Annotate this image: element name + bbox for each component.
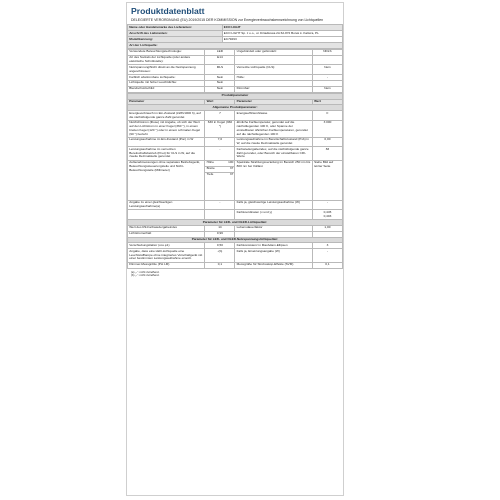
table-row	[128, 42, 343, 48]
param-label: Energieverbrauch im Ein-Zustand (kWh/1000 h), auf die nächstfolgende ganze Zahl gerundet	[128, 111, 205, 121]
param-value: 3	[312, 243, 342, 249]
height-label: Höhe	[206, 160, 214, 165]
param-label: Wert des R9-Farbwiedergabeindex	[128, 225, 205, 231]
param-label: Ungebündelt oder gebündelt:	[235, 49, 312, 55]
table-row	[128, 86, 343, 92]
table-row	[128, 160, 343, 166]
param-label: Angabe zu einer gleichwertigen Leistungsaufnahme(a)	[128, 200, 205, 210]
table-row	[128, 111, 343, 121]
table-row	[128, 120, 343, 137]
param-label: Verschiebungsfaktor (cos φ1)	[128, 243, 205, 249]
param-label: Angabe, dass eine LED-Lichtquelle eine Leuchtstofflampe ohne integriertes Vorschaltgerät mit einer bestimmten Leistungsaufnahme ersetzt.	[128, 249, 205, 262]
param-value: 630 in Kugel (360 °)	[205, 120, 235, 137]
table-row	[128, 200, 343, 210]
depth-label: Tiefe	[206, 172, 214, 177]
table-row	[128, 137, 343, 147]
param-value: Nein	[205, 80, 235, 86]
param-value: -	[205, 147, 235, 160]
footnotes	[131, 271, 339, 278]
spectrum-value: Siehe Bild auf letzter Seite	[312, 160, 342, 200]
param-value: 0,50	[205, 243, 235, 249]
param-label: Farbkoordinaten (x und y)	[235, 210, 312, 220]
net-section: Parameter für LED- und OLED-Netzspannungslichtquellen:	[128, 237, 343, 243]
table-row	[128, 262, 343, 268]
table-row	[128, 55, 343, 65]
param-label: Leistungsaufnahme im vernetzten Bereitschaftsbetrieb (Pnet) für CLS in W, auf die zweite Dezimalstelle gerundet	[128, 147, 205, 160]
dimension-depth	[205, 172, 235, 200]
param-value: MLS	[205, 65, 235, 75]
param-label: Netzspannung/Nicht direkt an die Netzspannung angeschlossen:	[128, 65, 205, 75]
param-label: Art des Sockels der Lichtquelle (oder andere elektrische Schnittstelle):	[128, 55, 205, 65]
param-label: Lichtstromerhalt	[128, 231, 205, 237]
param-label: Flimmer-Messgröße (Pst LM)	[128, 262, 205, 268]
param-value: E14	[205, 55, 235, 65]
param-value: 0,445 0,403	[312, 210, 342, 220]
param-label: Messgröße für Stroboskop-Effekte (SVM)	[235, 262, 312, 268]
product-data-sheet	[126, 2, 344, 496]
param-label: Hülle:	[235, 74, 312, 80]
param-label: Blendschutzschild:	[128, 86, 205, 92]
table-row	[128, 210, 343, 220]
param-value: F	[312, 111, 342, 121]
param-label: ähnliche Farbtemperatur, gerundet auf die nächstliegenden 100 K, oder Spanne der einstellbaren ähnlichen Farbtemperaturen, gerundet auf die nächstliegenden 100 K	[235, 120, 312, 137]
param-label: Farbkonsistenz in MacAdam-Ellipsen	[235, 243, 312, 249]
footnote-b: (b) „-“: nicht zutreffend.	[131, 272, 160, 277]
param-label	[235, 55, 312, 65]
supplier-address-label: Anschrift des Lieferanten:	[128, 31, 223, 37]
param-value: 0,1	[205, 262, 235, 268]
header-param-2: Parameter	[235, 99, 312, 105]
param-label: Lichtquelle mit hoher Leuchtdichte:	[128, 80, 205, 86]
general-section: Allgemeine Produktparameter:	[128, 105, 343, 111]
header-value-2: Wert	[312, 99, 342, 105]
model-value: EC79293	[222, 37, 342, 43]
height-value: 100	[228, 160, 234, 165]
product-parameters-table	[127, 93, 343, 269]
table-row	[128, 147, 343, 160]
dimensions-label: Außenabmessungen ohne separates Betriebsgerät, Beleuchtungssteuerungsteile und Nicht-Beleuchtungsteile (Millimeter)	[128, 160, 205, 200]
param-label: Vernetzte Lichtquelle (CLS):	[235, 65, 312, 75]
param-label: Energieeffizienzklasse	[235, 111, 312, 121]
led-section: Parameter für LED- und OLED-Lichtquellen:	[128, 219, 343, 225]
param-value: Nein	[205, 86, 235, 92]
param-label: Lebensdauerfaktor	[235, 225, 312, 231]
header-param-1: Parameter	[128, 99, 205, 105]
param-label: Falls ja, gleichwertige Leistungsaufnahme (W)	[235, 200, 312, 210]
param-label: Farbwiedergabeindex, auf die nächstfolgende ganze Zahl gerundet, oder Bereich der einstellbaren CRI-Werte	[235, 147, 312, 160]
table-row	[128, 65, 343, 75]
param-value: Nein	[312, 86, 342, 92]
param-value: 7,0	[205, 137, 235, 147]
lightsource-section: Art der Lichtquelle:	[128, 42, 343, 48]
depth-value: 37	[229, 172, 234, 177]
param-label	[128, 210, 205, 220]
param-label: Nutzlichtstrom (Φuse) mit Angabe, ob sich der Wert auf den Lichtstrom in einer Kugel (360 °), in einem breiten Kegel (120 °) oder in einem schmalen Kegel (90 °) bezieht	[128, 120, 205, 137]
supplier-name-value: ECO LIGHT	[222, 25, 342, 31]
width-label: Breite	[206, 166, 215, 171]
param-label: Farblich abstimmbare Lichtquelle:	[128, 74, 205, 80]
lightsource-type-table	[127, 49, 343, 93]
param-value: 14	[205, 225, 235, 231]
param-value: 3 000	[312, 120, 342, 137]
param-value: -	[205, 200, 235, 210]
table-row	[128, 249, 343, 262]
param-value: -	[312, 200, 342, 210]
param-value: -(b)	[205, 249, 235, 262]
param-value: -	[312, 249, 342, 262]
param-value: Nein	[312, 65, 342, 75]
param-value: 83	[312, 147, 342, 160]
param-value: -	[312, 74, 342, 80]
width-value: 37	[229, 166, 234, 171]
param-value	[312, 55, 342, 65]
param-label: Verwendete Beleuchtungstechnologie:	[128, 49, 205, 55]
param-value: 1,00	[312, 225, 342, 231]
param-label: Dimmbar:	[235, 86, 312, 92]
supplier-table	[127, 24, 343, 49]
supplier-address-value: ECO LIGHT Sp. z o.o., ul. Dziadkowa 2A 62-872 Borek k. Kalisza, PL	[222, 31, 342, 37]
param-label: Leistungsaufnahme im Bereitschaftszustand (Psb) in W, auf die zweite Dezimalstelle gerundet	[235, 137, 312, 147]
param-label: Leistungsaufnahme im Ein-Zustand (Pon) in W	[128, 137, 205, 147]
spectrum-label: Spektrale Strahlungsverteilung im Bereich 250 nm bis 800 nm bei Volllast	[235, 160, 312, 200]
regulation-intro: DELEGIERTE VERORDNUNG (EU) 2019/2015 DER KOMMISSION zur Energieverbrauchskennzeichnung von Lichtquellen	[131, 18, 324, 22]
supplier-name-label: Name oder Handelsmarke des Lieferanten:	[128, 25, 223, 31]
param-label: Falls ja, Ersetzungsangabe (W)	[235, 249, 312, 262]
header-value-1: Wert	[205, 99, 235, 105]
footnote-a: (a) „-“: nicht zutreffend.	[131, 269, 160, 274]
param-value: LED	[205, 49, 235, 55]
page-title: Produktdatenblatt	[131, 6, 205, 16]
param-value: 0,1	[312, 262, 342, 268]
param-value	[205, 210, 235, 220]
param-value: Nein	[205, 74, 235, 80]
param-value: 0,00	[312, 137, 342, 147]
model-label: Modellkennung:	[128, 37, 223, 43]
param-value: NDLS	[312, 49, 342, 55]
product-section: Produktparameter	[128, 93, 343, 99]
param-value: 7	[205, 111, 235, 121]
param-value: 0,96	[205, 231, 235, 237]
